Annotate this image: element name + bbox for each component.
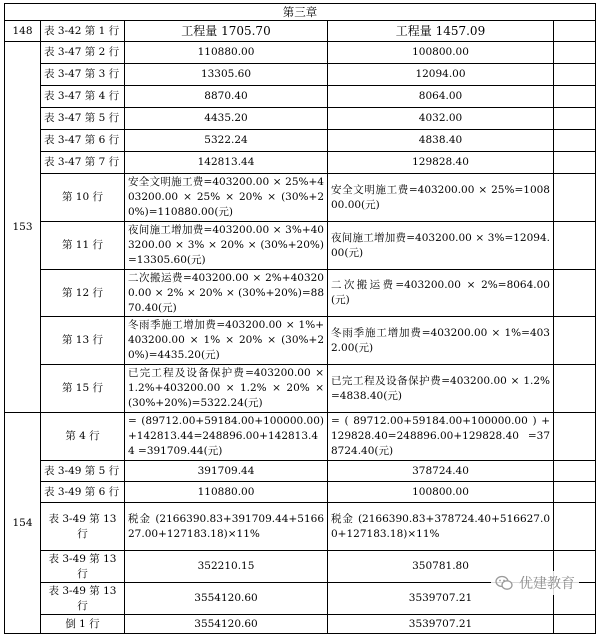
table-row [5, 108, 596, 130]
blank-cell [554, 86, 596, 108]
original-text: 安全文明施工费=403200.00 × 25%+403200.00 × 25% × 20% × (30%+20%)=110880.00(元) [125, 174, 328, 222]
table-row [5, 503, 596, 551]
table-row [5, 21, 596, 42]
blank-cell [554, 413, 596, 461]
corrected-text: 二次搬运费=403200.00 × 2%=8064.00(元) [328, 270, 554, 317]
row-location: 第 4 行 [41, 413, 125, 461]
row-location: 第 11 行 [41, 222, 125, 270]
table-row [5, 130, 596, 152]
table-row [5, 270, 596, 317]
table-row [5, 174, 596, 222]
corrected-value: 100800.00 [328, 482, 554, 503]
corrected-text: = ( 89712.00+59184.00+100000.00 ) +129828.40=248896.00+129828.40 =378724.40(元) [328, 413, 554, 461]
original-value: 391709.44 [125, 461, 328, 482]
blank-cell [554, 21, 596, 42]
original-value: 110880.00 [125, 482, 328, 503]
original-text: 工程量 1705.70 [125, 21, 328, 42]
blank-cell [554, 615, 596, 634]
blank-cell [554, 365, 596, 413]
blank-cell [554, 222, 596, 270]
row-location: 倒 1 行 [41, 615, 125, 634]
page-number: 148 [5, 21, 41, 42]
watermark-text: 优建教育 [519, 576, 575, 592]
blank-cell [554, 174, 596, 222]
blank-cell [554, 461, 596, 482]
row-location: 表 3-49 第 13 行 [41, 583, 125, 615]
row-location: 表 3-42 第 1 行 [41, 21, 125, 42]
table-row [5, 413, 596, 461]
original-value: 3554120.60 [125, 615, 328, 634]
table-row [5, 461, 596, 482]
corrected-value: 8064.00 [328, 86, 554, 108]
corrected-text: 冬雨季施工增加费=403200.00 × 1%=4032.00(元) [328, 317, 554, 365]
original-value: 3554120.60 [125, 583, 328, 615]
row-location: 第 13 行 [41, 317, 125, 365]
row-location: 表 3-49 第 13 行 [41, 551, 125, 583]
row-location: 表 3-47 第 4 行 [41, 86, 125, 108]
blank-cell [554, 482, 596, 503]
table-row [5, 152, 596, 174]
corrected-value: 350781.80 [328, 551, 554, 583]
row-location: 表 3-47 第 2 行 [41, 42, 125, 64]
corrected-value: 100800.00 [328, 42, 554, 64]
corrected-text: 税金 (2166390.83+378724.40+516627.00+127183.18)×11% [328, 503, 554, 551]
corrected-value: 12094.00 [328, 64, 554, 86]
chapter-title: 第三章 [5, 4, 596, 21]
row-location: 表 3-47 第 6 行 [41, 130, 125, 152]
chapter-row [5, 4, 596, 21]
table-row [5, 365, 596, 413]
wechat-logo-icon [495, 575, 513, 591]
page-number: 153 [5, 42, 41, 413]
table-row [5, 482, 596, 503]
table-row [5, 64, 596, 86]
row-location: 第 15 行 [41, 365, 125, 413]
corrected-value: 3539707.21 [328, 615, 554, 634]
corrected-value: 129828.40 [328, 152, 554, 174]
blank-cell [554, 64, 596, 86]
corrected-value: 378724.40 [328, 461, 554, 482]
original-text: 夜间施工增加费=403200.00 × 3%+403200.00 × 3% × 20% × (30%+20%)=13305.60(元) [125, 222, 328, 270]
original-value: 352210.15 [125, 551, 328, 583]
original-text: 二次搬运费=403200.00 × 2%+403200.00 × 2% × 20% × (30%+20%)=8870.40(元) [125, 270, 328, 317]
corrected-text: 夜间施工增加费=403200.00 × 3%=12094.00(元) [328, 222, 554, 270]
row-location: 表 3-47 第 5 行 [41, 108, 125, 130]
blank-cell [554, 270, 596, 317]
original-text: 已完工程及设备保护费=403200.00 × 1.2%+403200.00 × 1.2% × 20% × (30%+20%)=5322.24(元) [125, 365, 328, 413]
original-value: 4435.20 [125, 108, 328, 130]
corrected-value: 4032.00 [328, 108, 554, 130]
watermark [491, 571, 579, 595]
original-value: 142813.44 [125, 152, 328, 174]
original-value: 5322.24 [125, 130, 328, 152]
blank-cell [554, 108, 596, 130]
table-row [5, 615, 596, 634]
blank-cell [554, 503, 596, 551]
page-number: 154 [5, 413, 41, 634]
corrected-text: 工程量 1457.09 [328, 21, 554, 42]
row-location: 表 3-49 第 5 行 [41, 461, 125, 482]
original-text: 冬雨季施工增加费=403200.00 × 1%+403200.00 × 1% × 20% × (30%+20%)=4435.20(元) [125, 317, 328, 365]
corrected-text: 已完工程及设备保护费=403200.00 × 1.2%=4838.40(元) [328, 365, 554, 413]
errata-table [4, 3, 596, 634]
corrected-value: 3539707.21 [328, 583, 554, 615]
row-location: 表 3-49 第 6 行 [41, 482, 125, 503]
blank-cell [554, 317, 596, 365]
table-row [5, 222, 596, 270]
original-text: = (89712.00+59184.00+100000.00) +142813.44=248896.00+142813.44 =391709.44(元) [125, 413, 328, 461]
corrected-value: 4838.40 [328, 130, 554, 152]
original-value: 13305.60 [125, 64, 328, 86]
row-location: 表 3-47 第 7 行 [41, 152, 125, 174]
row-location: 第 12 行 [41, 270, 125, 317]
original-value: 8870.40 [125, 86, 328, 108]
table-row [5, 86, 596, 108]
table-row [5, 42, 596, 64]
original-text: 税金 (2166390.83+391709.44+516627.00+127183.18)×11% [125, 503, 328, 551]
table-row [5, 317, 596, 365]
row-location: 第 10 行 [41, 174, 125, 222]
original-value: 110880.00 [125, 42, 328, 64]
row-location: 表 3-49 第 13 行 [41, 503, 125, 551]
blank-cell [554, 130, 596, 152]
blank-cell [554, 152, 596, 174]
corrected-text: 安全文明施工费=403200.00 × 25%=100800.00(元) [328, 174, 554, 222]
row-location: 表 3-47 第 3 行 [41, 64, 125, 86]
blank-cell [554, 42, 596, 64]
